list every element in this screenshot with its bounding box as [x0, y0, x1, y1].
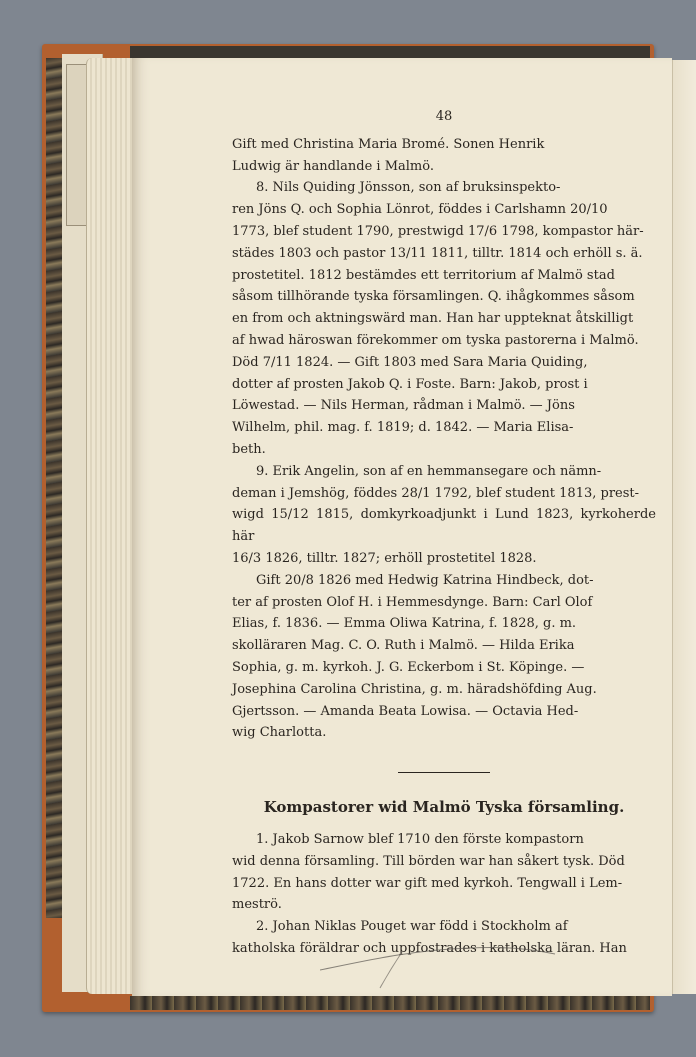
facing-page-edge [672, 60, 696, 994]
text-line: dotter af prosten Jakob Q. i Foste. Barn: Jakob, prost i [232, 376, 588, 392]
page-stack [86, 58, 135, 994]
text-line: skolläraren Mag. C. O. Ruth i Malmö. — Hilda Erika [232, 638, 575, 654]
text-line: prostetitel. 1812 bestämdes ett territorium af Malmö stad [232, 267, 615, 283]
section-divider [398, 772, 490, 773]
text-line: meströ. [232, 897, 282, 913]
text-line: wigd 15/12 1815, domkyrkoadjunkt i Lund 1823, kyrkoherde här [232, 507, 656, 545]
text-line: Elias, f. 1836. — Emma Oliwa Katrina, f. 1828, g. m. [232, 616, 577, 632]
section-heading: Kompastorer wid Malmö Tyska församling. [263, 798, 625, 817]
paragraph-1 [232, 134, 656, 178]
text-line: 9. Erik Angelin, son af en hemmansegare och nämn- [256, 463, 602, 479]
text-line: Gift 20/8 1826 med Hedwig Katrina Hindbeck, dot- [256, 572, 594, 588]
text-line: 16/3 1826, tilltr. 1827; erhöll prostetitel 1828. [232, 550, 537, 566]
text-line: Gjertsson. — Amanda Beata Lowisa. — Octavia Hed- [232, 703, 579, 719]
text-line: beth. [232, 441, 266, 457]
text-line: wig Charlotta. [232, 725, 327, 741]
text-line: Löwestad. — Nils Herman, rådman i Malmö. — Jöns [232, 398, 575, 414]
pencil-scribble [320, 930, 560, 990]
text-line: Ludwig är handlande i Malmö. [232, 158, 434, 174]
text-line: Josephina Carolina Christina, g. m. häradshöfding Aug. [232, 681, 597, 697]
text-line: såsom tillhörande tyska församlingen. Q. ihågkommes såsom [232, 289, 635, 305]
text-line: 2. Johan Niklas Pouget war född i Stockholm af [256, 919, 568, 935]
paragraph-3 [232, 461, 656, 570]
page-text [232, 106, 656, 960]
paragraph-5 [232, 829, 656, 916]
text-line: katholska föräldrar och uppfostrades i katholska läran. Han [232, 940, 627, 956]
text-line: städes 1803 och pastor 13/11 1811, tilltr. 1814 och erhöll s. ä. [232, 245, 643, 261]
text-line: Wilhelm, phil. mag. f. 1819; d. 1842. — Maria Elisa- [232, 420, 574, 436]
text-line: af hwad häroswan förekommer om tyska pastorerna i Malmö. [232, 332, 639, 348]
text-line: Sophia, g. m. kyrkoh. J. G. Eckerbom i St. Köpinge. — [232, 659, 585, 675]
text-line: ren Jöns Q. och Sophia Lönrot, föddes i Carlshamn 20/10 [232, 202, 608, 218]
text-line: deman i Jemshög, föddes 28/1 1792, blef student 1813, prest- [232, 485, 640, 501]
text-line: en from och aktningswärd man. Han har uppteknat åtskilligt [232, 311, 634, 327]
marbled-bottom-edge [130, 996, 650, 1010]
paragraph-2 [232, 177, 656, 460]
text-line: 1722. En hans dotter war gift med kyrkoh. Tengwall i Lem- [232, 875, 623, 891]
cover-top-edge [130, 46, 650, 58]
text-line: 1773, blef student 1790, prestwigd 17/6 1798, kompastor här- [232, 223, 644, 239]
text-line: Gift med Christina Maria Bromé. Sonen Henrik [232, 136, 545, 152]
text-line: 8. Nils Quiding Jönsson, son af bruksinspekto- [256, 180, 561, 196]
text-line: wid denna församling. Till börden war han såkert tysk. Död [232, 853, 625, 869]
text-line: ter af prosten Olof H. i Hemmesdynge. Barn: Carl Olof [232, 594, 593, 610]
page-number: 48 [435, 109, 453, 124]
paragraph-4 [232, 570, 656, 744]
text-line: 1. Jakob Sarnow blef 1710 den förste kompastorn [256, 831, 584, 847]
text-line: Död 7/11 1824. — Gift 1803 med Sara Maria Quiding, [232, 354, 588, 370]
